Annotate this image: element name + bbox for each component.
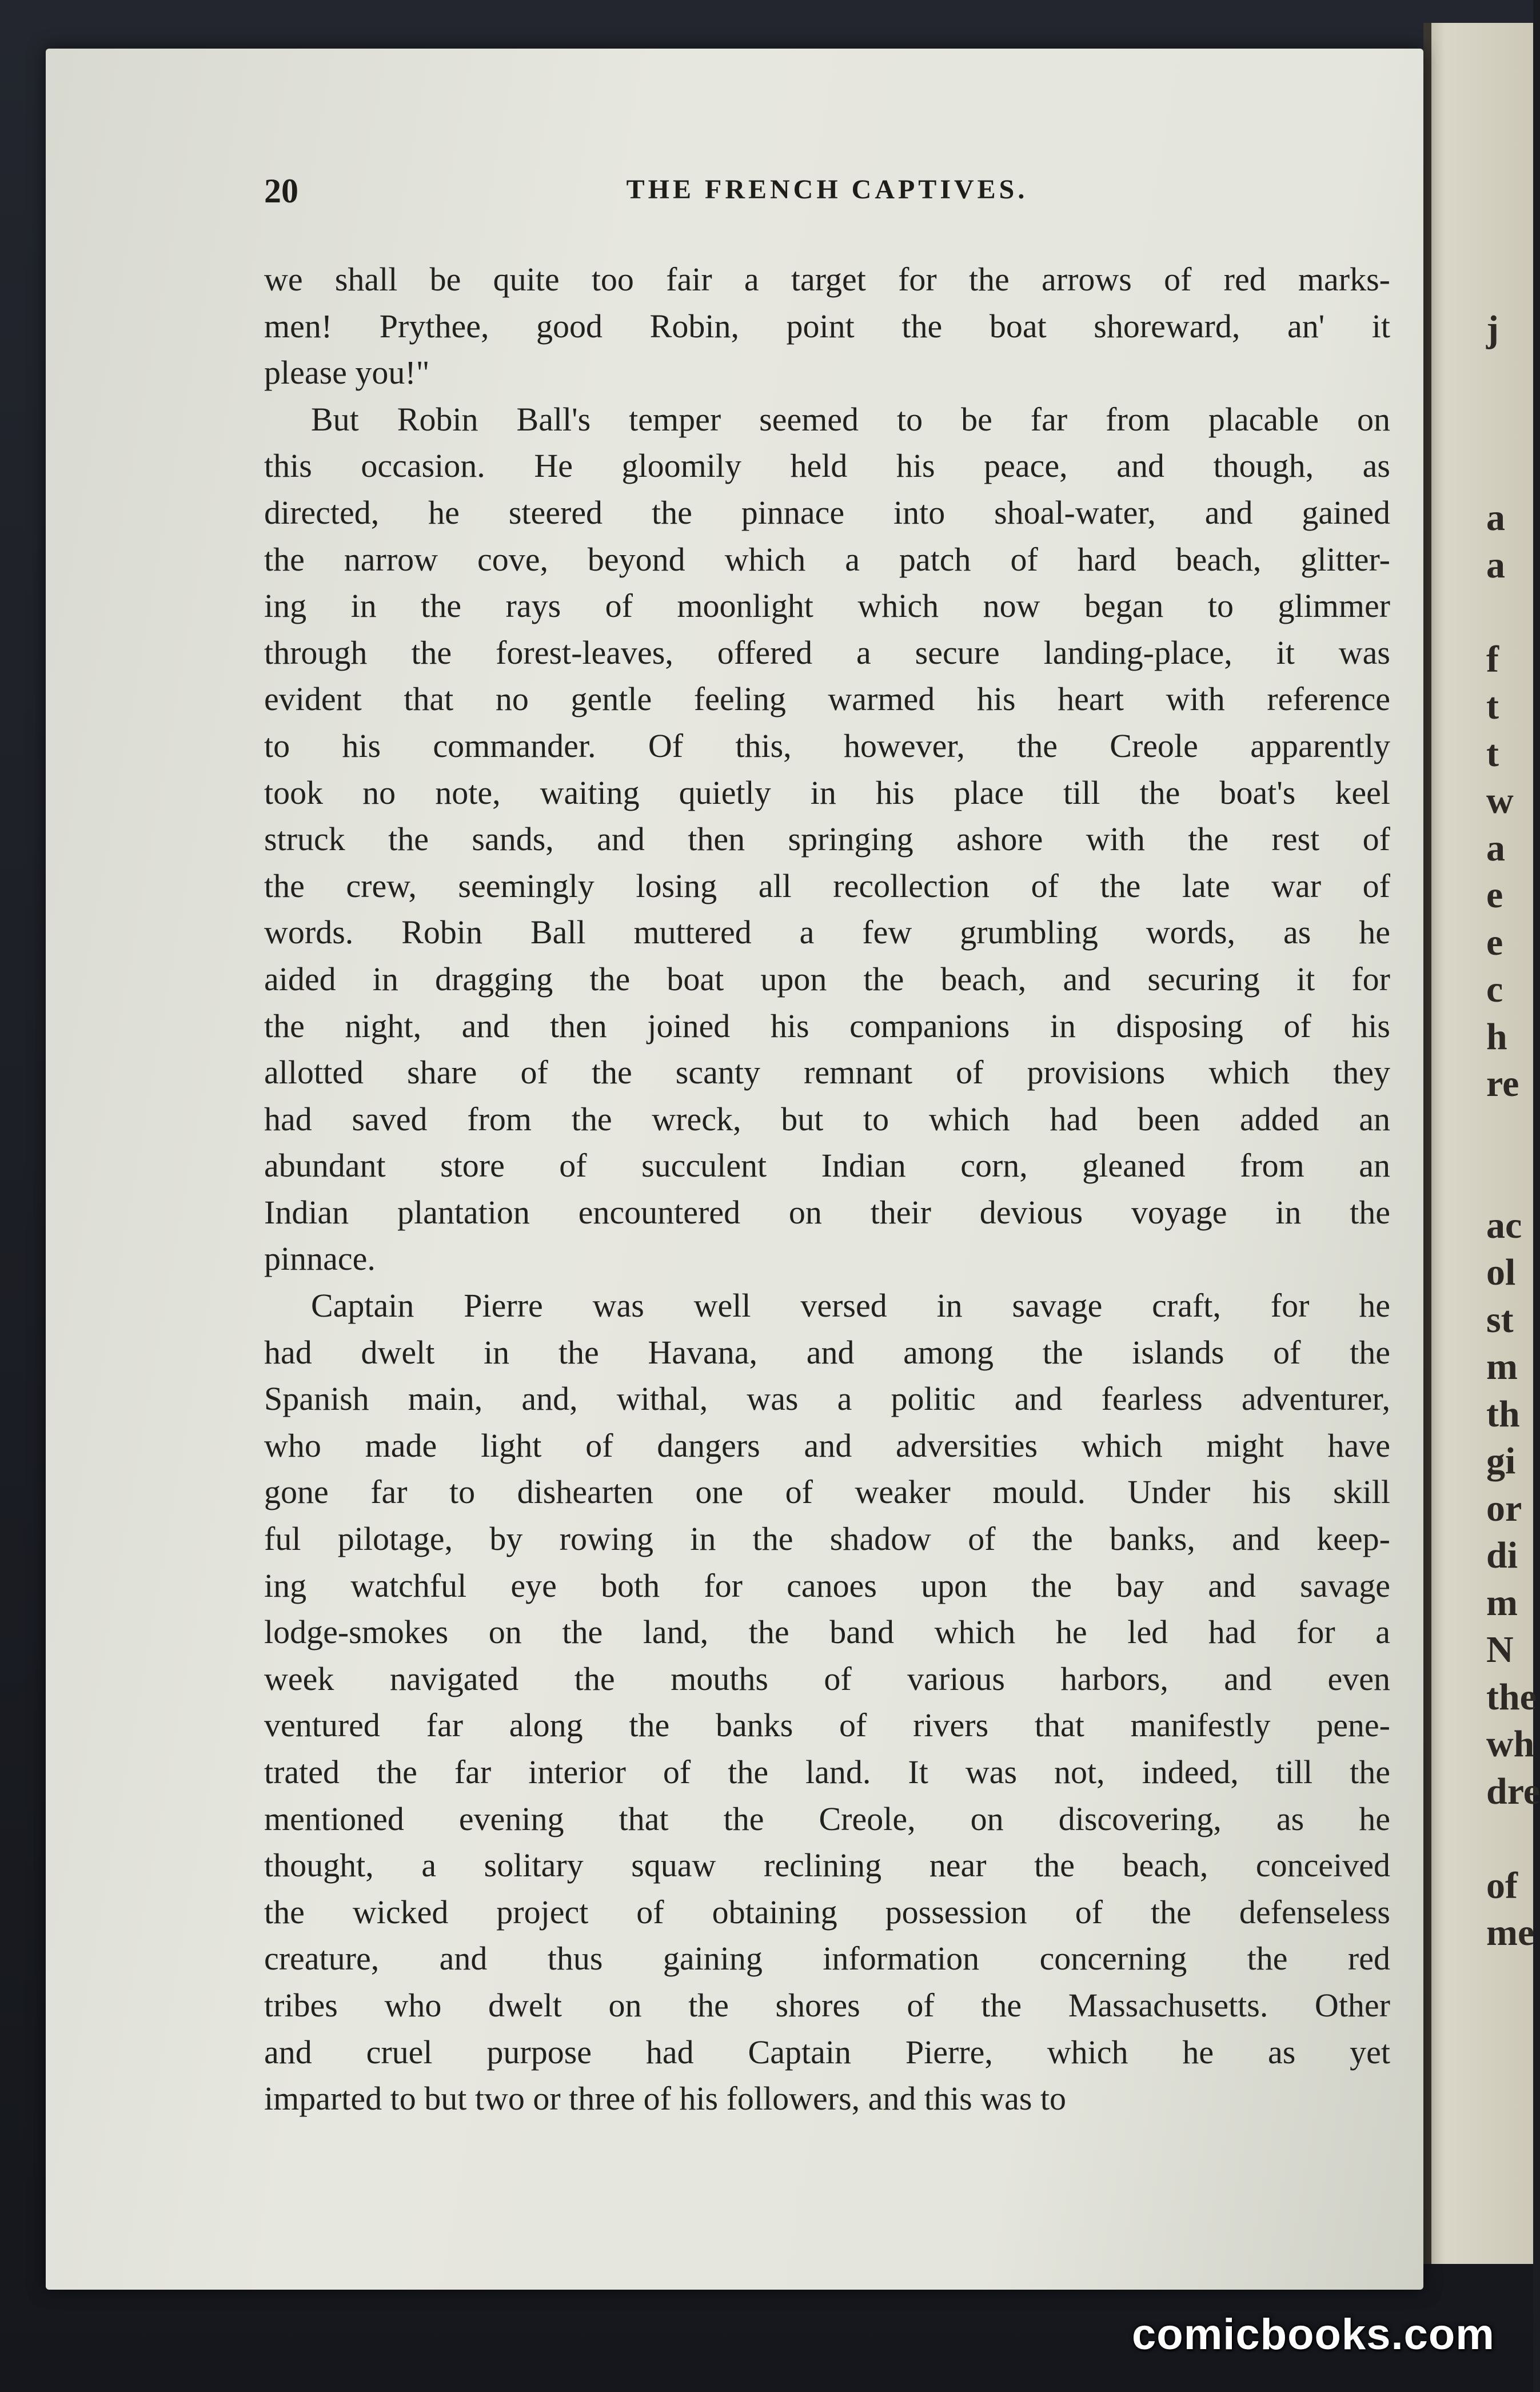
facing-page-fragment [1486,70,1540,118]
site-watermark: comicbooks.com [1132,2310,1495,2359]
text-line: words. Robin Ball muttered a few grumbling words, as he [264,914,1390,951]
text-line: Captain Pierre was well versed in savage craft, for he [311,1287,1390,1325]
text-line: we shall be quite too fair a target for the arrows of red marks- [264,261,1390,298]
text-line: Spanish main, and, withal, was a politic and fearless adventurer, [264,1380,1390,1418]
text-line: the crew, seemingly losing all recollection of the late war of [264,867,1390,904]
text-line: through the forest-leaves, offered a secure landing-place, it was [264,633,1390,671]
facing-page-fragment [1486,23,1540,70]
text-line: imparted to but two or three of his followers, and this was to [264,2080,1067,2118]
facing-page-fragment: re [1486,1063,1519,1105]
text-line: allotted share of the scanty remnant of provisions which they [264,1054,1390,1091]
facing-page-fragment: c [1486,968,1503,1010]
text-line: tribes who dwelt on the shores of the Massachusetts. Other [264,1986,1390,2024]
facing-page-fragment: dre [1486,1770,1540,1812]
facing-page-fragment: a [1486,827,1505,869]
facing-page-fragment: a [1486,497,1505,539]
facing-page-fragment [1486,1108,1540,1155]
facing-page-fragment: a [1486,544,1505,586]
text-line: mentioned evening that the Creole, on discovering, as he [264,1800,1390,1837]
text-line: the narrow cove, beyond which a patch of hard beach, glitter- [264,540,1390,578]
facing-page-fragment [1486,165,1540,212]
facing-page-fragment [1486,259,1540,306]
facing-page-fragment: st [1486,1298,1514,1341]
facing-page-fragment: th [1486,1393,1520,1435]
facing-page-fragment [1486,1155,1540,1202]
facing-page-fragment: t [1486,685,1499,727]
facing-page-fragment: or [1486,1487,1522,1529]
facing-page-fragment: j [1486,308,1499,350]
text-line: please you!" [264,354,430,392]
text-line: the night, and then joined his companions in disposing of his [264,1007,1390,1044]
running-head: THE FRENCH CAPTIVES. [626,174,1028,205]
facing-page-fragments [1486,23,1540,1957]
page-header [264,172,1390,217]
text-line: aided in dragging the boat upon the beach, and securing it for [264,960,1390,998]
facing-page-fragment: e [1486,921,1503,963]
text-line: men! Prythee, good Robin, point the boat shoreward, an' it [264,307,1390,345]
facing-page-fragment: me [1486,1912,1535,1954]
text-line: this occasion. He gloomily held his peace, and though, as [264,447,1390,485]
text-line: pinnace. [264,1240,376,1278]
facing-page-fragment: ac [1486,1204,1522,1246]
text-line: ing watchful eye both for canoes upon the bay and savage [264,1566,1390,1604]
page-number: 20 [264,172,298,210]
text-line: Indian plantation encountered on their devious voyage in the [264,1193,1390,1231]
text-line: had saved from the wreck, but to which had been added an [264,1100,1390,1138]
text-line: ventured far along the banks of rivers that manifestly pene- [264,1707,1390,1744]
text-line: and cruel purpose had Captain Pierre, which he as yet [264,2033,1390,2071]
facing-page-fragment: di [1486,1534,1518,1576]
facing-page-fragment: ol [1486,1251,1516,1293]
text-line: abundant store of succulent Indian corn, gleaned from an [264,1147,1390,1185]
facing-page-fragment: gi [1486,1440,1516,1482]
text-line: directed, he steered the pinnace into shoal-water, and gained [264,493,1390,531]
text-line: But Robin Ball's temper seemed to be far from placable on [311,400,1390,438]
text-line: evident that no gentle feeling warmed his heart with reference [264,680,1390,718]
text-line: to his commander. Of this, however, the Creole apparently [264,727,1390,764]
facing-page-fragment: N [1486,1629,1514,1671]
text-line: lodge-smokes on the land, the band which he led had for a [264,1613,1390,1651]
facing-page-fragment [1486,448,1540,495]
facing-page-fragment [1486,212,1540,259]
text-line: gone far to dishearten one of weaker mould. Under his skill [264,1473,1390,1511]
text-line: struck the sands, and then springing ashore with the rest of [264,820,1390,858]
facing-page-fragment: e [1486,874,1503,916]
facing-page-fragment: h [1486,1015,1507,1058]
facing-page-fragment [1486,117,1540,165]
text-line: week navigated the mouths of various harbors, and even [264,1660,1390,1697]
text-line: trated the far interior of the land. It was not, indeed, till the [264,1753,1390,1791]
facing-page-fragment: t [1486,732,1499,775]
facing-page-fragment: f [1486,638,1499,680]
facing-page-fragment: m [1486,1346,1518,1388]
facing-page-fragment: the [1486,1676,1537,1718]
facing-page-fragment: of [1486,1864,1518,1907]
text-line: who made light of dangers and adversities which might have [264,1426,1390,1464]
text-line: ing in the rays of moonlight which now began to glimmer [264,587,1390,625]
facing-page-fragment: wh [1486,1723,1535,1765]
facing-page-fragment [1486,353,1540,401]
text-line: took no note, waiting quietly in his place till the boat's keel [264,774,1390,811]
facing-page-fragment [1486,1815,1540,1863]
facing-page-fragment: w [1486,780,1514,822]
facing-page-fragment: m [1486,1581,1518,1624]
text-line: ful pilotage, by rowing in the shadow of the banks, and keep- [264,1520,1390,1558]
text-line: creature, and thus gaining information concerning the red [264,1940,1390,1978]
text-line: the wicked project of obtaining possession of the defenseless [264,1893,1390,1931]
book-gutter [1423,23,1431,2264]
body-text [264,256,1390,2143]
text-line: thought, a solitary squaw reclining near the beach, conceived [264,1847,1390,1884]
facing-page-fragment [1486,589,1540,636]
text-line: had dwelt in the Havana, and among the islands of the [264,1333,1390,1371]
facing-page-edge [1423,23,1540,2264]
facing-page-fragment [1486,400,1540,448]
